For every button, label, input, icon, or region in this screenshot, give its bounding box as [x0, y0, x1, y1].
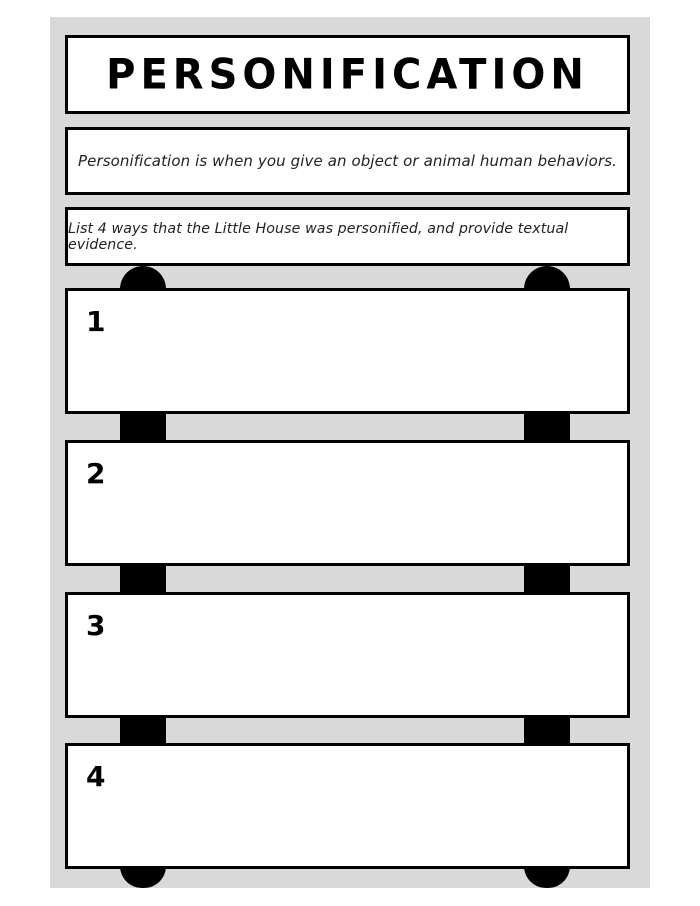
instruction-text: List 4 ways that the Little House was personified, and provide textual evidence.	[68, 220, 569, 253]
instruction-box	[65, 207, 630, 266]
post-left-connector-3	[120, 716, 166, 746]
answer-number: 3	[86, 609, 106, 642]
definition-box	[65, 127, 630, 195]
title-box	[65, 35, 630, 114]
post-left-connector-1	[120, 412, 166, 442]
definition-text: Personification is when you give an object or animal human behaviors.	[77, 152, 617, 170]
answer-box-4[interactable]	[65, 743, 630, 869]
answer-number: 1	[86, 305, 106, 338]
post-left-connector-2	[120, 564, 166, 594]
post-right-connector-1	[524, 412, 570, 442]
answer-box-2[interactable]	[65, 440, 630, 566]
answer-number: 4	[86, 760, 106, 793]
answer-box-1[interactable]	[65, 288, 630, 414]
post-right-connector-2	[524, 564, 570, 594]
page-title: PERSONIFICATION	[106, 50, 589, 99]
answer-number: 2	[86, 457, 106, 490]
answer-box-3[interactable]	[65, 592, 630, 718]
post-right-connector-3	[524, 716, 570, 746]
